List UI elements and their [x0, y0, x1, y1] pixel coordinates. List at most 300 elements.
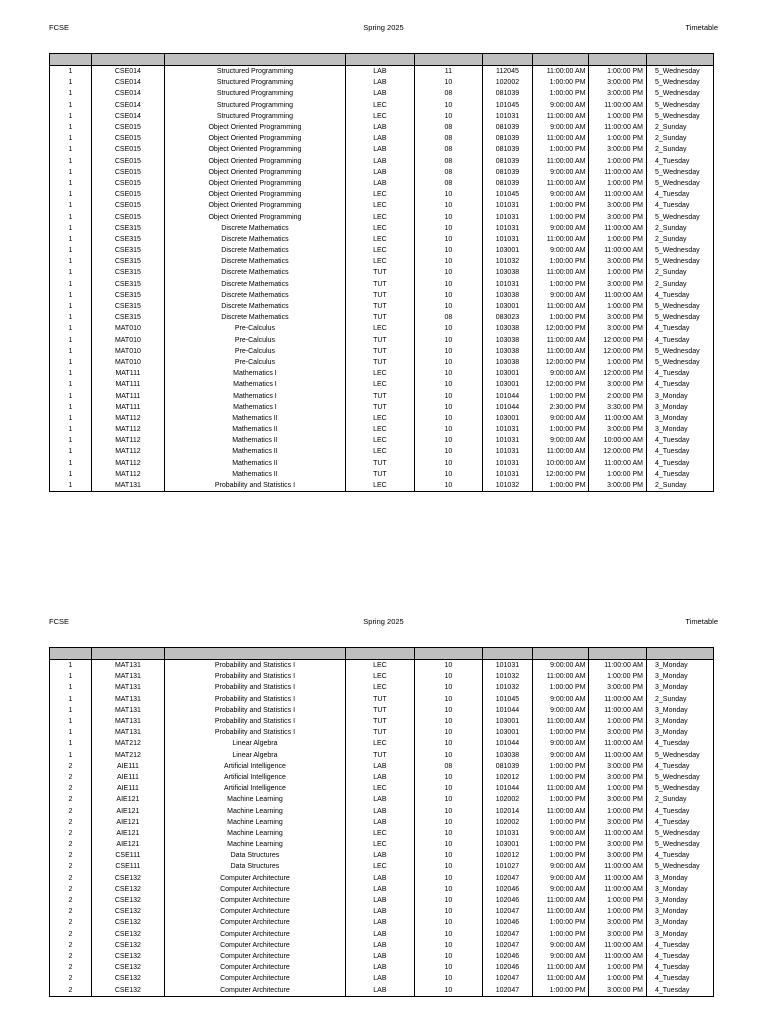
day-cell: 5_Wednesday — [646, 88, 713, 99]
table-row — [50, 156, 714, 167]
end-time-cell: 11:00:00 AM — [589, 100, 647, 111]
start-time-cell: 12:00:00 PM — [533, 357, 589, 368]
group-cell: 10 — [414, 805, 482, 816]
type-cell: TUT — [345, 705, 414, 716]
table-row — [50, 917, 714, 928]
course-name-cell: Computer Architecture — [165, 873, 346, 884]
day-cell: 4_Tuesday — [646, 458, 713, 469]
end-time-cell: 3:00:00 PM — [589, 794, 647, 805]
start-time-cell: 1:00:00 PM — [533, 850, 589, 861]
end-time-cell: 12:00:00 PM — [589, 368, 647, 379]
table-row — [50, 660, 714, 672]
course-name-cell: Structured Programming — [165, 77, 346, 88]
day-cell: 4_Tuesday — [646, 368, 713, 379]
table-row — [50, 940, 714, 951]
course-name-cell: Mathematics II — [165, 435, 346, 446]
start-time-cell: 11:00:00 AM — [533, 66, 589, 78]
day-cell: 5_Wednesday — [646, 772, 713, 783]
end-time-cell: 10:00:00 AM — [589, 435, 647, 446]
end-time-cell: 1:00:00 PM — [589, 716, 647, 727]
course-code-cell: MAT111 — [91, 368, 164, 379]
end-time-cell: 11:00:00 AM — [589, 828, 647, 839]
day-cell: 4_Tuesday — [646, 984, 713, 996]
type-cell: LAB — [345, 761, 414, 772]
course-code-cell: CSE315 — [91, 267, 164, 278]
day-cell: 5_Wednesday — [646, 783, 713, 794]
level-cell: 2 — [50, 906, 92, 917]
course-code-cell: AIE121 — [91, 817, 164, 828]
course-name-cell: Computer Architecture — [165, 895, 346, 906]
type-cell: LAB — [345, 88, 414, 99]
course-name-cell: Machine Learning — [165, 839, 346, 850]
day-cell: 3_Monday — [646, 906, 713, 917]
group-cell: 10 — [414, 223, 482, 234]
group-cell: 11 — [414, 66, 482, 78]
group-cell: 10 — [414, 100, 482, 111]
room-cell: 081039 — [482, 156, 532, 167]
type-cell: LAB — [345, 817, 414, 828]
end-time-cell: 3:00:00 PM — [589, 772, 647, 783]
end-time-cell: 3:00:00 PM — [589, 850, 647, 861]
group-cell: 10 — [414, 245, 482, 256]
level-cell: 2 — [50, 772, 92, 783]
table-row — [50, 178, 714, 189]
room-cell: 101031 — [482, 469, 532, 480]
course-name-cell: Discrete Mathematics — [165, 290, 346, 301]
room-cell: 081039 — [482, 133, 532, 144]
end-time-cell: 1:00:00 PM — [589, 111, 647, 122]
header-cell — [482, 54, 532, 66]
start-time-cell: 11:00:00 AM — [533, 346, 589, 357]
level-cell: 1 — [50, 178, 92, 189]
course-code-cell: CSE015 — [91, 122, 164, 133]
course-code-cell: CSE111 — [91, 850, 164, 861]
course-code-cell: CSE315 — [91, 256, 164, 267]
course-name-cell: Mathematics II — [165, 424, 346, 435]
page-1-header — [49, 23, 718, 35]
course-name-cell: Computer Architecture — [165, 973, 346, 984]
end-time-cell: 11:00:00 AM — [589, 884, 647, 895]
faculty-label: FCSE — [49, 617, 70, 626]
group-cell: 10 — [414, 323, 482, 334]
room-cell: 101031 — [482, 424, 532, 435]
day-cell: 2_Sunday — [646, 279, 713, 290]
start-time-cell: 9:00:00 AM — [533, 189, 589, 200]
course-name-cell: Pre-Calculus — [165, 357, 346, 368]
level-cell: 2 — [50, 839, 92, 850]
end-time-cell: 1:00:00 PM — [589, 973, 647, 984]
start-time-cell: 9:00:00 AM — [533, 951, 589, 962]
course-name-cell: Structured Programming — [165, 100, 346, 111]
table-row — [50, 256, 714, 267]
course-name-cell: Discrete Mathematics — [165, 223, 346, 234]
day-cell: 5_Wednesday — [646, 750, 713, 761]
table-row — [50, 772, 714, 783]
type-cell: LEC — [345, 671, 414, 682]
course-name-cell: Probability and Statistics I — [165, 705, 346, 716]
room-cell: 101031 — [482, 435, 532, 446]
table-row — [50, 346, 714, 357]
course-code-cell: AIE111 — [91, 761, 164, 772]
course-name-cell: Computer Architecture — [165, 917, 346, 928]
day-cell: 5_Wednesday — [646, 301, 713, 312]
start-time-cell: 1:00:00 PM — [533, 312, 589, 323]
day-cell: 5_Wednesday — [646, 357, 713, 368]
type-cell: TUT — [345, 335, 414, 346]
type-cell: LAB — [345, 973, 414, 984]
course-name-cell: Discrete Mathematics — [165, 312, 346, 323]
end-time-cell: 3:00:00 PM — [589, 839, 647, 850]
course-name-cell: Object Oriented Programming — [165, 122, 346, 133]
start-time-cell: 1:00:00 PM — [533, 77, 589, 88]
room-cell: 112045 — [482, 66, 532, 78]
type-cell: TUT — [345, 716, 414, 727]
end-time-cell: 11:00:00 AM — [589, 167, 647, 178]
room-cell: 103001 — [482, 368, 532, 379]
end-time-cell: 11:00:00 AM — [589, 189, 647, 200]
course-name-cell: Mathematics II — [165, 458, 346, 469]
course-code-cell: AIE111 — [91, 783, 164, 794]
day-cell: 4_Tuesday — [646, 738, 713, 749]
header-cell — [646, 648, 713, 660]
header-cell — [91, 648, 164, 660]
level-cell: 1 — [50, 211, 92, 222]
start-time-cell: 9:00:00 AM — [533, 122, 589, 133]
start-time-cell: 1:00:00 PM — [533, 200, 589, 211]
start-time-cell: 1:00:00 PM — [533, 480, 589, 492]
level-cell: 1 — [50, 458, 92, 469]
course-code-cell: CSE015 — [91, 178, 164, 189]
group-cell: 10 — [414, 267, 482, 278]
room-cell: 101032 — [482, 480, 532, 492]
course-code-cell: CSE315 — [91, 312, 164, 323]
room-cell: 101031 — [482, 223, 532, 234]
table-row — [50, 850, 714, 861]
table-row — [50, 413, 714, 424]
day-cell: 5_Wednesday — [646, 100, 713, 111]
room-cell: 103038 — [482, 267, 532, 278]
type-cell: LAB — [345, 873, 414, 884]
group-cell: 10 — [414, 828, 482, 839]
end-time-cell: 1:00:00 PM — [589, 234, 647, 245]
group-cell: 08 — [414, 144, 482, 155]
start-time-cell: 9:00:00 AM — [533, 884, 589, 895]
table-row — [50, 211, 714, 222]
course-code-cell: CSE015 — [91, 156, 164, 167]
table-row — [50, 783, 714, 794]
start-time-cell: 1:00:00 PM — [533, 256, 589, 267]
course-name-cell: Artificial Intelligence — [165, 761, 346, 772]
document-type-label: Timetable — [685, 23, 718, 32]
course-code-cell: CSE132 — [91, 973, 164, 984]
course-name-cell: Pre-Calculus — [165, 346, 346, 357]
course-code-cell: CSE015 — [91, 200, 164, 211]
end-time-cell: 11:00:00 AM — [589, 458, 647, 469]
table-row — [50, 323, 714, 334]
type-cell: TUT — [345, 301, 414, 312]
room-cell: 101031 — [482, 458, 532, 469]
type-cell: LAB — [345, 951, 414, 962]
course-name-cell: Computer Architecture — [165, 929, 346, 940]
table-row — [50, 469, 714, 480]
group-cell: 10 — [414, 973, 482, 984]
table-row — [50, 794, 714, 805]
room-cell: 102002 — [482, 77, 532, 88]
course-code-cell: MAT212 — [91, 750, 164, 761]
group-cell: 10 — [414, 671, 482, 682]
room-cell: 101027 — [482, 861, 532, 872]
start-time-cell: 9:00:00 AM — [533, 660, 589, 672]
end-time-cell: 11:00:00 AM — [589, 223, 647, 234]
day-cell: 3_Monday — [646, 390, 713, 401]
level-cell: 1 — [50, 144, 92, 155]
group-cell: 08 — [414, 761, 482, 772]
group-cell: 10 — [414, 694, 482, 705]
day-cell: 3_Monday — [646, 682, 713, 693]
timetable-page-2 — [49, 647, 714, 997]
type-cell: LAB — [345, 917, 414, 928]
type-cell: TUT — [345, 312, 414, 323]
table-row — [50, 290, 714, 301]
day-cell: 4_Tuesday — [646, 973, 713, 984]
type-cell: TUT — [345, 727, 414, 738]
level-cell: 1 — [50, 390, 92, 401]
end-time-cell: 11:00:00 AM — [589, 861, 647, 872]
table-row — [50, 88, 714, 99]
course-name-cell: Computer Architecture — [165, 906, 346, 917]
start-time-cell: 1:00:00 PM — [533, 279, 589, 290]
end-time-cell: 1:00:00 PM — [589, 156, 647, 167]
table-row — [50, 817, 714, 828]
room-cell: 101031 — [482, 234, 532, 245]
start-time-cell: 11:00:00 AM — [533, 783, 589, 794]
course-code-cell: MAT010 — [91, 335, 164, 346]
course-name-cell: Linear Algebra — [165, 738, 346, 749]
type-cell: LEC — [345, 424, 414, 435]
header-cell — [533, 54, 589, 66]
start-time-cell: 1:00:00 PM — [533, 144, 589, 155]
day-cell: 3_Monday — [646, 873, 713, 884]
course-name-cell: Discrete Mathematics — [165, 279, 346, 290]
room-cell: 081039 — [482, 761, 532, 772]
room-cell: 101031 — [482, 660, 532, 672]
level-cell: 2 — [50, 951, 92, 962]
course-code-cell: CSE014 — [91, 100, 164, 111]
start-time-cell: 11:00:00 AM — [533, 335, 589, 346]
type-cell: LEC — [345, 480, 414, 492]
level-cell: 1 — [50, 323, 92, 334]
course-name-cell: Object Oriented Programming — [165, 156, 346, 167]
type-cell: LEC — [345, 211, 414, 222]
day-cell: 3_Monday — [646, 917, 713, 928]
group-cell: 10 — [414, 850, 482, 861]
day-cell: 4_Tuesday — [646, 469, 713, 480]
table-row — [50, 357, 714, 368]
table-row — [50, 727, 714, 738]
end-time-cell: 3:00:00 PM — [589, 424, 647, 435]
room-cell: 103001 — [482, 413, 532, 424]
table-row — [50, 705, 714, 716]
start-time-cell: 1:00:00 PM — [533, 390, 589, 401]
header-cell — [414, 648, 482, 660]
semester-label: Spring 2025 — [363, 617, 404, 626]
level-cell: 1 — [50, 671, 92, 682]
level-cell: 1 — [50, 301, 92, 312]
table-row — [50, 895, 714, 906]
room-cell: 102046 — [482, 917, 532, 928]
end-time-cell: 1:00:00 PM — [589, 906, 647, 917]
level-cell: 1 — [50, 346, 92, 357]
level-cell: 1 — [50, 469, 92, 480]
header-cell — [50, 54, 92, 66]
level-cell: 1 — [50, 133, 92, 144]
group-cell: 10 — [414, 682, 482, 693]
group-cell: 10 — [414, 256, 482, 267]
type-cell: LEC — [345, 446, 414, 457]
room-cell: 101044 — [482, 705, 532, 716]
course-name-cell: Probability and Statistics I — [165, 660, 346, 672]
level-cell: 2 — [50, 917, 92, 928]
day-cell: 4_Tuesday — [646, 189, 713, 200]
room-cell: 102046 — [482, 884, 532, 895]
group-cell: 10 — [414, 279, 482, 290]
course-name-cell: Mathematics II — [165, 469, 346, 480]
end-time-cell: 1:00:00 PM — [589, 671, 647, 682]
end-time-cell: 3:00:00 PM — [589, 817, 647, 828]
room-cell: 081039 — [482, 167, 532, 178]
table-row — [50, 716, 714, 727]
room-cell: 103001 — [482, 716, 532, 727]
room-cell: 103001 — [482, 839, 532, 850]
header-cell — [482, 648, 532, 660]
course-code-cell: CSE132 — [91, 873, 164, 884]
group-cell: 10 — [414, 951, 482, 962]
room-cell: 081039 — [482, 88, 532, 99]
start-time-cell: 9:00:00 AM — [533, 435, 589, 446]
room-cell: 102012 — [482, 850, 532, 861]
group-cell: 10 — [414, 727, 482, 738]
day-cell: 3_Monday — [646, 402, 713, 413]
group-cell: 08 — [414, 88, 482, 99]
end-time-cell: 11:00:00 AM — [589, 951, 647, 962]
level-cell: 2 — [50, 895, 92, 906]
day-cell: 2_Sunday — [646, 234, 713, 245]
course-code-cell: CSE132 — [91, 895, 164, 906]
group-cell: 10 — [414, 379, 482, 390]
day-cell: 2_Sunday — [646, 480, 713, 492]
table-row — [50, 335, 714, 346]
group-cell: 10 — [414, 772, 482, 783]
start-time-cell: 1:00:00 PM — [533, 727, 589, 738]
type-cell: LEC — [345, 100, 414, 111]
table-row — [50, 133, 714, 144]
course-name-cell: Computer Architecture — [165, 984, 346, 996]
day-cell: 2_Sunday — [646, 122, 713, 133]
group-cell: 10 — [414, 861, 482, 872]
course-name-cell: Object Oriented Programming — [165, 200, 346, 211]
type-cell: LEC — [345, 682, 414, 693]
group-cell: 10 — [414, 424, 482, 435]
end-time-cell: 3:00:00 PM — [589, 929, 647, 940]
day-cell: 3_Monday — [646, 929, 713, 940]
end-time-cell: 3:00:00 PM — [589, 323, 647, 334]
room-cell: 101032 — [482, 256, 532, 267]
start-time-cell: 9:00:00 AM — [533, 828, 589, 839]
end-time-cell: 11:00:00 AM — [589, 705, 647, 716]
table-row — [50, 245, 714, 256]
room-cell: 102047 — [482, 984, 532, 996]
end-time-cell: 3:30:00 PM — [589, 402, 647, 413]
start-time-cell: 1:00:00 PM — [533, 794, 589, 805]
level-cell: 2 — [50, 973, 92, 984]
table-row — [50, 929, 714, 940]
end-time-cell: 12:00:00 PM — [589, 335, 647, 346]
room-cell: 102047 — [482, 929, 532, 940]
start-time-cell: 9:00:00 AM — [533, 100, 589, 111]
course-code-cell: AIE121 — [91, 839, 164, 850]
room-cell: 103038 — [482, 323, 532, 334]
table-row — [50, 144, 714, 155]
course-code-cell: MAT112 — [91, 424, 164, 435]
course-name-cell: Computer Architecture — [165, 962, 346, 973]
room-cell: 102002 — [482, 794, 532, 805]
day-cell: 3_Monday — [646, 705, 713, 716]
start-time-cell: 1:00:00 PM — [533, 88, 589, 99]
course-name-cell: Probability and Statistics I — [165, 682, 346, 693]
level-cell: 1 — [50, 435, 92, 446]
course-code-cell: CSE014 — [91, 77, 164, 88]
room-cell: 103001 — [482, 379, 532, 390]
group-cell: 10 — [414, 234, 482, 245]
course-code-cell: MAT010 — [91, 323, 164, 334]
group-cell: 10 — [414, 458, 482, 469]
group-cell: 10 — [414, 435, 482, 446]
end-time-cell: 12:00:00 PM — [589, 446, 647, 457]
type-cell: LEC — [345, 435, 414, 446]
course-name-cell: Mathematics I — [165, 390, 346, 401]
group-cell: 10 — [414, 750, 482, 761]
room-cell: 101031 — [482, 111, 532, 122]
type-cell: LAB — [345, 122, 414, 133]
table-row — [50, 223, 714, 234]
type-cell: LAB — [345, 772, 414, 783]
header-cell — [50, 648, 92, 660]
table-row — [50, 984, 714, 996]
level-cell: 1 — [50, 750, 92, 761]
type-cell: TUT — [345, 267, 414, 278]
table-row — [50, 694, 714, 705]
type-cell: LAB — [345, 156, 414, 167]
room-cell: 102046 — [482, 895, 532, 906]
group-cell: 10 — [414, 716, 482, 727]
header-cell — [533, 648, 589, 660]
type-cell: LAB — [345, 906, 414, 917]
type-cell: TUT — [345, 346, 414, 357]
course-code-cell: CSE132 — [91, 906, 164, 917]
table-row — [50, 973, 714, 984]
level-cell: 1 — [50, 716, 92, 727]
course-code-cell: MAT112 — [91, 413, 164, 424]
group-cell: 10 — [414, 940, 482, 951]
course-code-cell: CSE015 — [91, 144, 164, 155]
course-code-cell: MAT131 — [91, 682, 164, 693]
course-name-cell: Computer Architecture — [165, 951, 346, 962]
type-cell: LEC — [345, 200, 414, 211]
table-row — [50, 761, 714, 772]
start-time-cell: 1:00:00 PM — [533, 424, 589, 435]
course-code-cell: MAT111 — [91, 379, 164, 390]
course-code-cell: AIE121 — [91, 794, 164, 805]
